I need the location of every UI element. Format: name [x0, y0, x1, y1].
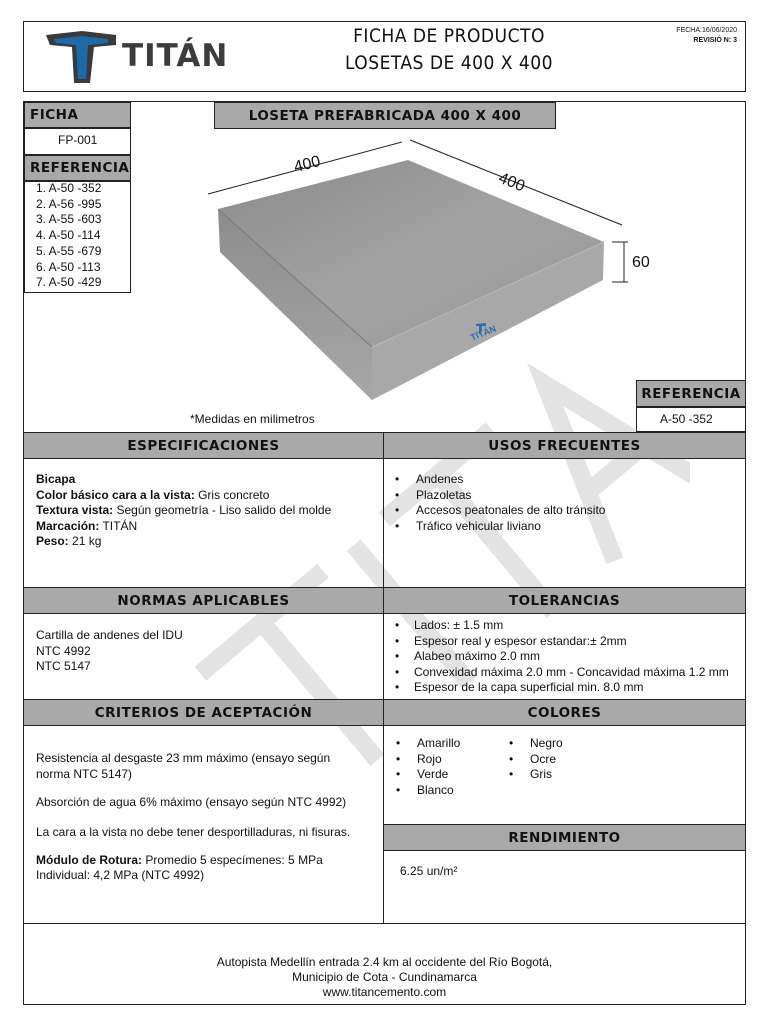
- doc-title: FICHA DE PRODUCTO: [353, 25, 545, 47]
- criterios-p2: Absorción de agua 6% máximo (ensayo según NTC 4992): [36, 795, 347, 809]
- referencia-right-label: REFERENCIA: [636, 380, 746, 407]
- rendimiento-value: 6.25 un/m²: [400, 864, 458, 878]
- criterios-p3: La cara a la vista no debe tener desportilladuras, ni fisuras.: [36, 825, 351, 839]
- list-item: • Andenes: [392, 472, 605, 488]
- list-item: • Verde: [393, 767, 460, 783]
- list-item: • Rojo: [393, 752, 460, 768]
- rendimiento-title: RENDIMIENTO: [383, 824, 746, 851]
- spec-textura-label: Textura vista:: [36, 503, 114, 517]
- paver-stamp-text: TITÁN: [469, 323, 498, 343]
- list-item: • Plazoletas: [392, 488, 605, 504]
- spec-textura-value: Según geometría - Liso salido del molde: [113, 503, 332, 517]
- product-title: LOSETA PREFABRICADA 400 X 400: [214, 102, 556, 129]
- footer-website: www.titancemento.com: [322, 985, 447, 999]
- list-item: • Gris: [506, 767, 563, 783]
- list-item: • Lados: ± 1.5 mm: [392, 618, 729, 634]
- dimension-c: 60: [632, 254, 650, 271]
- normas-title: NORMAS APLICABLES: [23, 587, 384, 614]
- criterios-p5: Individual: 4,2 MPa (NTC 4992): [36, 868, 205, 882]
- list-item: 5. A-55 -679: [36, 243, 102, 258]
- referencia-right-value: A-50 -352: [660, 412, 713, 426]
- list-item: 1. A-50 -352: [36, 181, 102, 195]
- list-item: • Espesor de la capa superficial min. 8.0 mm: [392, 680, 729, 696]
- normas-body: [36, 628, 183, 675]
- usos-list: [392, 472, 605, 534]
- spec-peso-value: 21 kg: [68, 534, 102, 548]
- list-item: • Espesor real y espesor estandar:± 2mm: [392, 634, 729, 650]
- ficha-value: FP-001: [58, 133, 98, 147]
- list-item: 3. A-55 -603: [36, 212, 102, 227]
- dimension-b: 400: [495, 169, 528, 196]
- referencia-label: REFERENCIA: [24, 155, 131, 181]
- list-item: • Convexidad máxima 2.0 mm - Concavidad máxima 1.2 mm: [392, 665, 729, 681]
- criterios-p4: [36, 853, 376, 869]
- criterios-p4-label: Módulo de Rotura:: [36, 853, 142, 867]
- list-item: • Ocre: [506, 752, 563, 768]
- spec-marcacion-label: Marcación:: [36, 518, 100, 533]
- dimension-a: 400: [292, 153, 323, 176]
- doc-subtitle: LOSETAS DE 400 X 400: [344, 52, 554, 74]
- usos-title: USOS FRECUENTES: [383, 432, 746, 459]
- ficha-label: FICHA: [24, 102, 131, 128]
- list-item: • Negro: [506, 736, 563, 752]
- tolerancias-list: [392, 618, 729, 696]
- list-item: 6. A-50 -113: [36, 259, 101, 274]
- list-item: NTC 5147: [36, 659, 91, 673]
- logo-text: TITÁN: [122, 38, 229, 74]
- spec-color-value: Gris concreto: [194, 487, 270, 502]
- revision: REVISIÓ N: 3: [693, 37, 737, 44]
- row-divider: [23, 923, 746, 924]
- list-item: • Amarillo: [393, 736, 460, 752]
- titan-logo-icon: [42, 29, 122, 85]
- fecha: FECHA:16/06/2020: [676, 27, 737, 34]
- referencia-list: [36, 181, 101, 291]
- criterios-title: CRITERIOS DE ACEPTACIÓN: [23, 699, 384, 726]
- colores-title: COLORES: [383, 699, 746, 726]
- spec-peso-label: Peso:: [36, 534, 69, 548]
- list-item: 7. A-50 -429: [36, 275, 102, 290]
- criterios-p4-value: Promedio 5 especímenes: 5 MPa: [141, 853, 323, 867]
- list-item: 4. A-50 -114: [36, 228, 101, 243]
- especificaciones-title: ESPECIFICACIONES: [23, 432, 384, 459]
- list-item: • Accesos peatonales de alto tránsito: [392, 503, 605, 519]
- list-item: 2. A-56 -995: [36, 196, 102, 211]
- especificaciones-body: [36, 472, 376, 550]
- spec-marcacion-value: TITÁN: [99, 518, 138, 533]
- spec-bicapa: Bicapa: [36, 472, 76, 486]
- list-item: • Tráfico vehicular liviano: [392, 519, 605, 535]
- footer-city: Municipio de Cota - Cundinamarca: [292, 970, 477, 984]
- list-item: • Blanco: [393, 783, 460, 799]
- doc-meta: [676, 26, 737, 46]
- colores-list-2: [506, 736, 563, 783]
- colores-list-1: [393, 736, 460, 798]
- list-item: NTC 4992: [36, 643, 91, 658]
- spec-color-label: Color básico cara a la vista:: [36, 487, 195, 502]
- footer: [23, 955, 746, 1000]
- criterios-p1: Resistencia al desgaste 23 mm máximo (ensayo según norma NTC 5147): [36, 751, 331, 781]
- measure-note: *Medidas en milimetros: [190, 412, 315, 426]
- footer-address: Autopista Medellín entrada 2.4 km al occidente del Río Bogotá,: [216, 955, 553, 969]
- header: [23, 21, 746, 92]
- paver-illustration: [200, 132, 640, 412]
- list-item: Cartilla de andenes del IDU: [36, 628, 183, 642]
- tolerancias-title: TOLERANCIAS: [383, 587, 746, 614]
- list-item: • Alabeo máximo 2.0 mm: [392, 649, 729, 665]
